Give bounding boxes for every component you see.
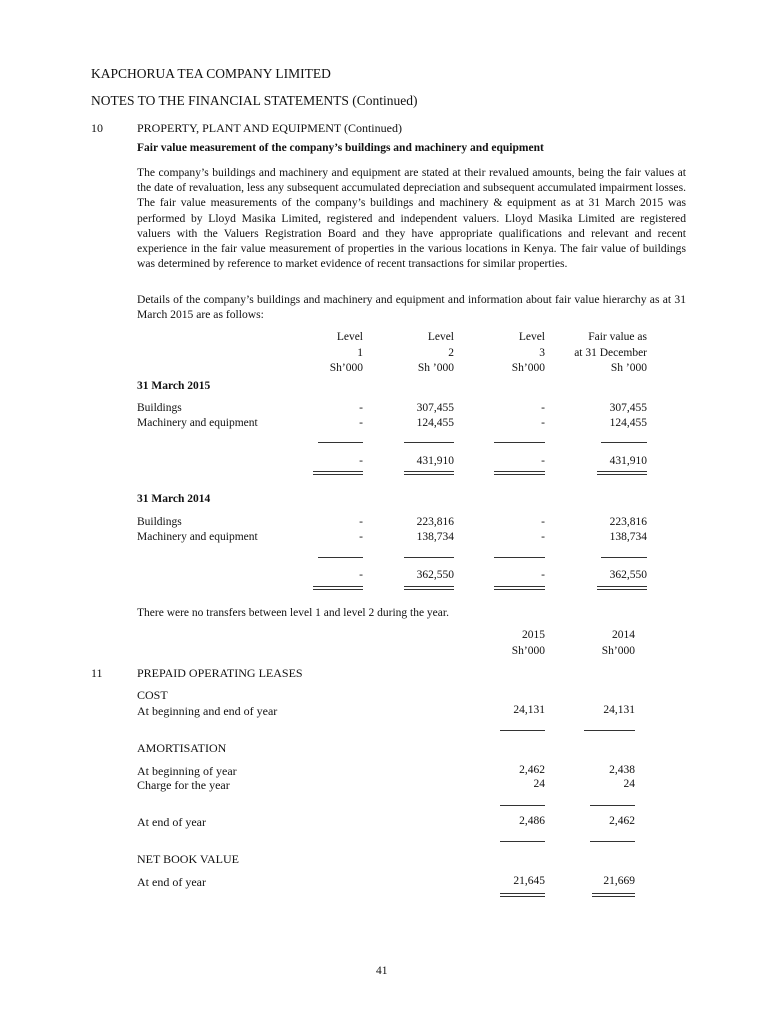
cell-level-1: - <box>359 417 363 429</box>
row-label: At beginning and end of year <box>137 704 278 718</box>
cell-2015: 2,486 <box>519 815 545 827</box>
cell-2015: 2,462 <box>519 764 545 776</box>
row-label: Buildings <box>137 402 182 414</box>
note-10-number: 10 <box>91 121 103 135</box>
transfers-note: There were no transfers between level 1 and level 2 during the year. <box>137 607 449 619</box>
cell-fair-value: 124,455 <box>609 417 647 429</box>
cell-level-2: 223,816 <box>416 516 454 528</box>
column-year-2014: 2014 <box>612 629 635 641</box>
note-10-title: PROPERTY, PLANT AND EQUIPMENT (Continued) <box>137 121 402 135</box>
cell-level-1: - <box>359 531 363 543</box>
row-label: At end of year <box>137 875 206 889</box>
note-11-title: PREPAID OPERATING LEASES <box>137 666 303 680</box>
double-underline <box>597 471 647 475</box>
section-heading-2015: 31 March 2015 <box>137 380 211 392</box>
divider <box>601 442 647 443</box>
net-book-value-heading: NET BOOK VALUE <box>137 852 240 866</box>
row-label: Charge for the year <box>137 778 230 792</box>
double-underline <box>494 471 545 475</box>
double-underline <box>494 586 545 590</box>
cell-2015: 24 <box>533 778 545 790</box>
column-year-2015: 2015 <box>522 629 545 641</box>
cell-2014: 24 <box>623 778 635 790</box>
cell-2014: 2,462 <box>609 815 635 827</box>
cell-level-3: - <box>541 402 545 414</box>
divider <box>404 557 454 558</box>
cell-level-1: - <box>359 402 363 414</box>
cell-level-2: 307,455 <box>416 402 454 414</box>
divider <box>318 557 363 558</box>
cell-2015: 24,131 <box>513 704 545 716</box>
divider <box>500 841 545 842</box>
cell-2014: 2,438 <box>609 764 635 776</box>
row-label: Machinery and equipment <box>137 417 258 429</box>
divider <box>590 805 635 806</box>
cell-fair-value: 138,734 <box>609 531 647 543</box>
row-label: Buildings <box>137 516 182 528</box>
cell-level-3: - <box>541 516 545 528</box>
company-name: KAPCHORUA TEA COMPANY LIMITED <box>91 66 331 81</box>
total-level-1: - <box>359 569 363 581</box>
column-header-level-1: Level 1 Sh’000 <box>329 331 363 374</box>
section-heading-2014: 31 March 2014 <box>137 493 211 505</box>
total-level-3: - <box>541 455 545 467</box>
total-level-2: 431,910 <box>416 455 454 467</box>
double-underline <box>404 471 454 475</box>
cell-2014: 24,131 <box>603 704 635 716</box>
divider <box>318 442 363 443</box>
column-header-fair-value: Fair value as at 31 December Sh ’000 <box>574 331 647 374</box>
row-label: At end of year <box>137 815 206 829</box>
column-unit-2015: Sh’000 <box>511 645 545 657</box>
total-level-3: - <box>541 569 545 581</box>
total-level-1: - <box>359 455 363 467</box>
divider <box>584 730 635 731</box>
note-10-subtitle: Fair value measurement of the company’s buildings and machinery and equipment <box>137 142 544 154</box>
cell-fair-value: 223,816 <box>609 516 647 528</box>
double-underline <box>597 586 647 590</box>
total-fair-value: 431,910 <box>609 455 647 467</box>
cell-2014: 21,669 <box>603 875 635 887</box>
note-10-paragraph: The company’s buildings and machinery and equipment are stated at their revalued amounts, being the fair values at the date of revaluation, less any subsequent accumulated depreciation and subsequent accumulated impairment losses. The fair value measurements of the company’s buildings and machinery & equipment as at 31 March 2015 was performed by Lloyd Masika Limited, registered and independent valuers. Lloyd Masika Limited are registered valuers with the Valuers Registration Board and they have appropriate qualifications and relevant and recent experience in the fair value measurement of properties in the various locations in Kenya. The fair value of buildings was determined by reference to market evidence of recent transactions for similar properties. <box>137 166 686 271</box>
cell-level-3: - <box>541 417 545 429</box>
divider <box>494 557 545 558</box>
cell-level-2: 138,734 <box>416 531 454 543</box>
divider <box>494 442 545 443</box>
cost-heading: COST <box>137 688 168 702</box>
column-unit-2014: Sh’000 <box>601 645 635 657</box>
double-underline <box>313 586 363 590</box>
page-title: NOTES TO THE FINANCIAL STATEMENTS (Continued) <box>91 93 418 108</box>
note-11-number: 11 <box>91 666 103 680</box>
total-fair-value: 362,550 <box>609 569 647 581</box>
cell-level-3: - <box>541 531 545 543</box>
column-header-level-2: Level 2 Sh ’000 <box>417 331 454 374</box>
divider <box>500 805 545 806</box>
cell-2015: 21,645 <box>513 875 545 887</box>
divider <box>500 730 545 731</box>
total-level-2: 362,550 <box>416 569 454 581</box>
note-10-details-paragraph: Details of the company’s buildings and machinery and equipment and information about fair value hierarchy as at 31 March 2015 are as follows: <box>137 293 686 322</box>
column-header-level-3: Level 3 Sh’000 <box>511 331 545 374</box>
row-label: At beginning of year <box>137 764 237 778</box>
cell-fair-value: 307,455 <box>609 402 647 414</box>
divider <box>601 557 647 558</box>
divider <box>404 442 454 443</box>
cell-level-1: - <box>359 516 363 528</box>
double-underline <box>500 893 545 897</box>
double-underline <box>313 471 363 475</box>
row-label: Machinery and equipment <box>137 531 258 543</box>
divider <box>590 841 635 842</box>
amortisation-heading: AMORTISATION <box>137 741 227 755</box>
page-number: 41 <box>376 965 388 977</box>
double-underline <box>592 893 635 897</box>
double-underline <box>404 586 454 590</box>
cell-level-2: 124,455 <box>416 417 454 429</box>
